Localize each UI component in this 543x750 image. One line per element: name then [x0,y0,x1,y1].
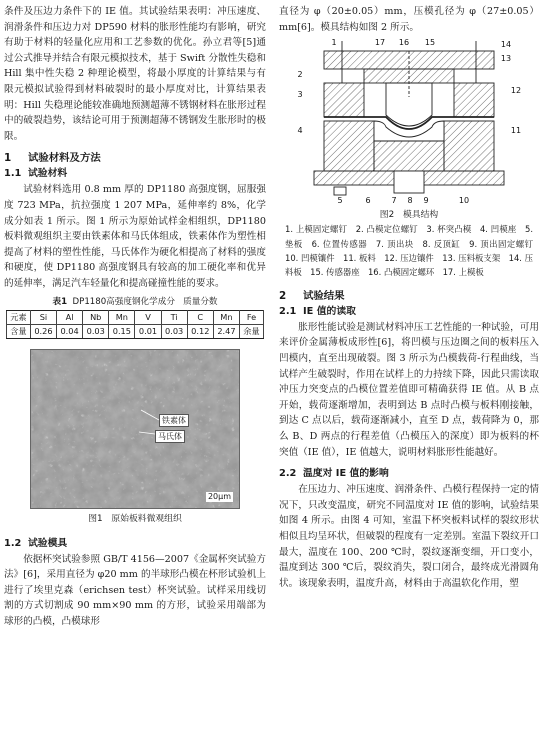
part-number-label: 13 [500,54,512,64]
table-cell: 元素 [7,310,31,324]
table-cell: 0.12 [187,324,213,338]
table-cell: C [187,310,213,324]
table-cell: 余量 [240,324,264,338]
section-1-1-number: 1.1 [4,168,22,180]
section-2-title: 试验结果 [303,289,345,302]
table-cell: Al [57,310,83,324]
die-structure-diagram [294,37,524,205]
section-2-2-title: 温度对 IE 值的影响 [303,468,389,480]
figure-2-legend: 1. 上模固定螺钉 2. 凸模定位螺钉 3. 杯突凸模 4. 凹模座 5. 垫板 6. 位置传感器 7. 顶出块 8. 反顶缸 9. 顶出固定螺钉 10. 凹模镶件 11. 板料 12. 压边镶件 13. 压料板支架 14. 压料板 15. 传感器座 16. 凸模固定螺环 17. 上模板 [285,224,542,278]
part-number-label: 11 [510,126,522,136]
table-row [7,324,264,338]
table-cell: 0.03 [83,324,109,338]
part-number-label: 1 [331,38,337,48]
temperature-paragraph: 在压边力、冲压速度、润滑条件、凸模行程保持一定的情况下，只改变温度，研究不同温度对 IE 值的影响，试验结果如图 4 所示。由图 4 可知，室温下杯突板料试样的裂纹形状相似且均呈环状，但破裂的程度有一定差别。室温下裂纹开口最大，温度在 100、200 ℃时，裂纹逐渐变细，开口变小，温度到达 300 ℃后，裂纹消失，裂口闭合，最终成光滑圆角状。该现象表明，温度升高，材料由于高温软化作用，塑 [279,484,539,589]
table-cell: Si [30,310,56,324]
section-2-heading [279,288,539,304]
ie-reading-paragraph: 胀形性能试验是测试材料冲压工艺性能的一种试验，可用来评价金属薄板成形性[6]，将凹模与压边圈之间的板料压入凹模内，直至出现破裂。图 3 所示为凸模载荷-行程曲线，当试样产生破裂时，作用在试样上的力持续下降，因此只需读取冲压力突变点的凸模位置差值即可精确获得 IE 值。从 B 点开始，载荷逐渐增加，表明到达 B 点时凸模与板料刚接触，到达 C 点以后，载荷逐渐减小，直至 D 点，载荷降为 0，那么 B、D 两点的行程差值（凸模压入的深度）即为板料的杯突值（IE 值），IE 值越大，说明材料胀形性能越好。 [279,321,539,458]
scale-bar-label: 20μm [207,491,231,501]
die-continued-paragraph: 直径为 φ（20±0.05）mm，压模孔径为 φ（27±0.05）mm[6]。模具结构如图 2 所示。 [279,6,539,33]
table-cell: Nb [83,310,109,324]
part-number-label: 2 [297,70,303,80]
table-1-title: DP1180高强度钢化学成分 [72,296,175,307]
section-2-2-heading [279,466,539,482]
part-number-label: 5 [337,196,343,206]
table-cell: Fe [240,310,264,324]
table-1-unit: 质量分数 [183,296,218,307]
section-1-title: 试验材料及方法 [28,152,101,165]
section-2-number: 2 [279,289,287,302]
microstructure-image [30,349,240,509]
part-number-label: 15 [424,38,436,48]
table-cell: Mn [109,310,135,324]
die-paragraph: 依据杯突试验参照 GB/T 4156—2007《金属杯突试验方法》[6]，采用直径为 φ20 mm 的半球形凸模在杯形试验机上进行了埃里克森（erichsen test）杯突试验。试样采用线切割的方式切割成 90 mm×90 mm 的方形，试验采用端部为球形的凸模，凸模球形 [4,553,266,627]
section-2-1-title: IE 值的读取 [303,305,356,317]
table-cell: Mn [213,310,239,324]
table-cell: 2.47 [213,324,239,338]
material-paragraph: 试验材料选用 0.8 mm 厚的 DP1180 高强度钢，屈服强度 723 MPa，抗拉强度 1 207 MPa，延伸率约 8%，化学成分如表 1 所示。图 1 所示为原始试样金相组织，DP1180 板料微观组织主要由铁素体和马氏体组成，铁素体作为塑性相提高了材料的塑性性能，马氏体作为硬化相提高了材料的强度和硬度，使 DP1180 高强度钢具有较高的加工硬化率和优异的延伸率，满足汽车轻量化和提高碰撞性能的要求。 [4,184,266,289]
section-1-heading [4,150,266,166]
part-number-label: 7 [391,196,397,206]
martensite-label: 马氏体 [155,430,185,443]
table-cell: 0.01 [135,324,161,338]
part-number-label: 8 [407,196,413,206]
part-number-label: 12 [510,86,522,96]
section-2-1-heading [279,304,539,320]
section-1-1-title: 试验材料 [28,168,68,180]
part-number-label: 4 [297,126,303,136]
table-cell: 0.03 [161,324,187,338]
section-1-number: 1 [4,152,12,165]
table-cell: 含量 [7,324,31,338]
table-cell: 0.26 [30,324,56,338]
table-cell: 0.15 [109,324,135,338]
section-1-2-heading [4,536,266,552]
section-1-1-heading [4,166,266,182]
composition-table [6,310,264,339]
part-number-label: 14 [500,40,512,50]
table-cell: 0.04 [57,324,83,338]
figure-1-caption: 图1 原始板料微观组织 [88,513,182,524]
table-1-label: 表1 [52,296,68,307]
table-1-caption [4,295,266,309]
ferrite-label: 铁素体 [159,414,189,427]
table-header-row [7,310,264,324]
part-number-label: 17 [374,38,386,48]
part-number-label: 3 [297,90,303,100]
figure-2-caption: 图2 模具结构 [379,210,439,221]
intro-paragraph: 条件及压边力条件下的 IE 值。其试验结果表明：冲压速度、润滑条件和压边力对 DP590 材料的胀形性能均有影响，研究有助于材料的轻量化应用和工艺参数的优化。孙立君等[5]通过公式推导并结合有限元模拟技术，基于 Swift 分散性失稳和 Hill 集中性失稳 2 种理论模型，将最小厚度的计算结果与有限元模拟试验得到材料破裂时的最小厚度对比，计算结果表明：Hill 失稳理论能较准确地预测超薄不锈钢材料在胀形过程中的破裂趋势，该结论可用于预测超薄不锈钢发生胀形时的极限。 [4,6,266,142]
microstructure-texture [31,350,240,509]
part-number-label: 10 [458,196,470,206]
die-drawing [294,37,524,205]
section-2-1-number: 2.1 [279,305,297,317]
section-2-2-number: 2.2 [279,468,297,480]
table-cell: V [135,310,161,324]
part-number-label: 6 [365,196,371,206]
table-cell: Ti [161,310,187,324]
right-column [279,4,542,591]
part-number-label: 9 [423,196,429,206]
section-1-2-title: 试验模具 [28,537,68,549]
part-number-label: 16 [398,38,410,48]
section-1-2-number: 1.2 [4,537,22,549]
left-column [4,4,266,629]
